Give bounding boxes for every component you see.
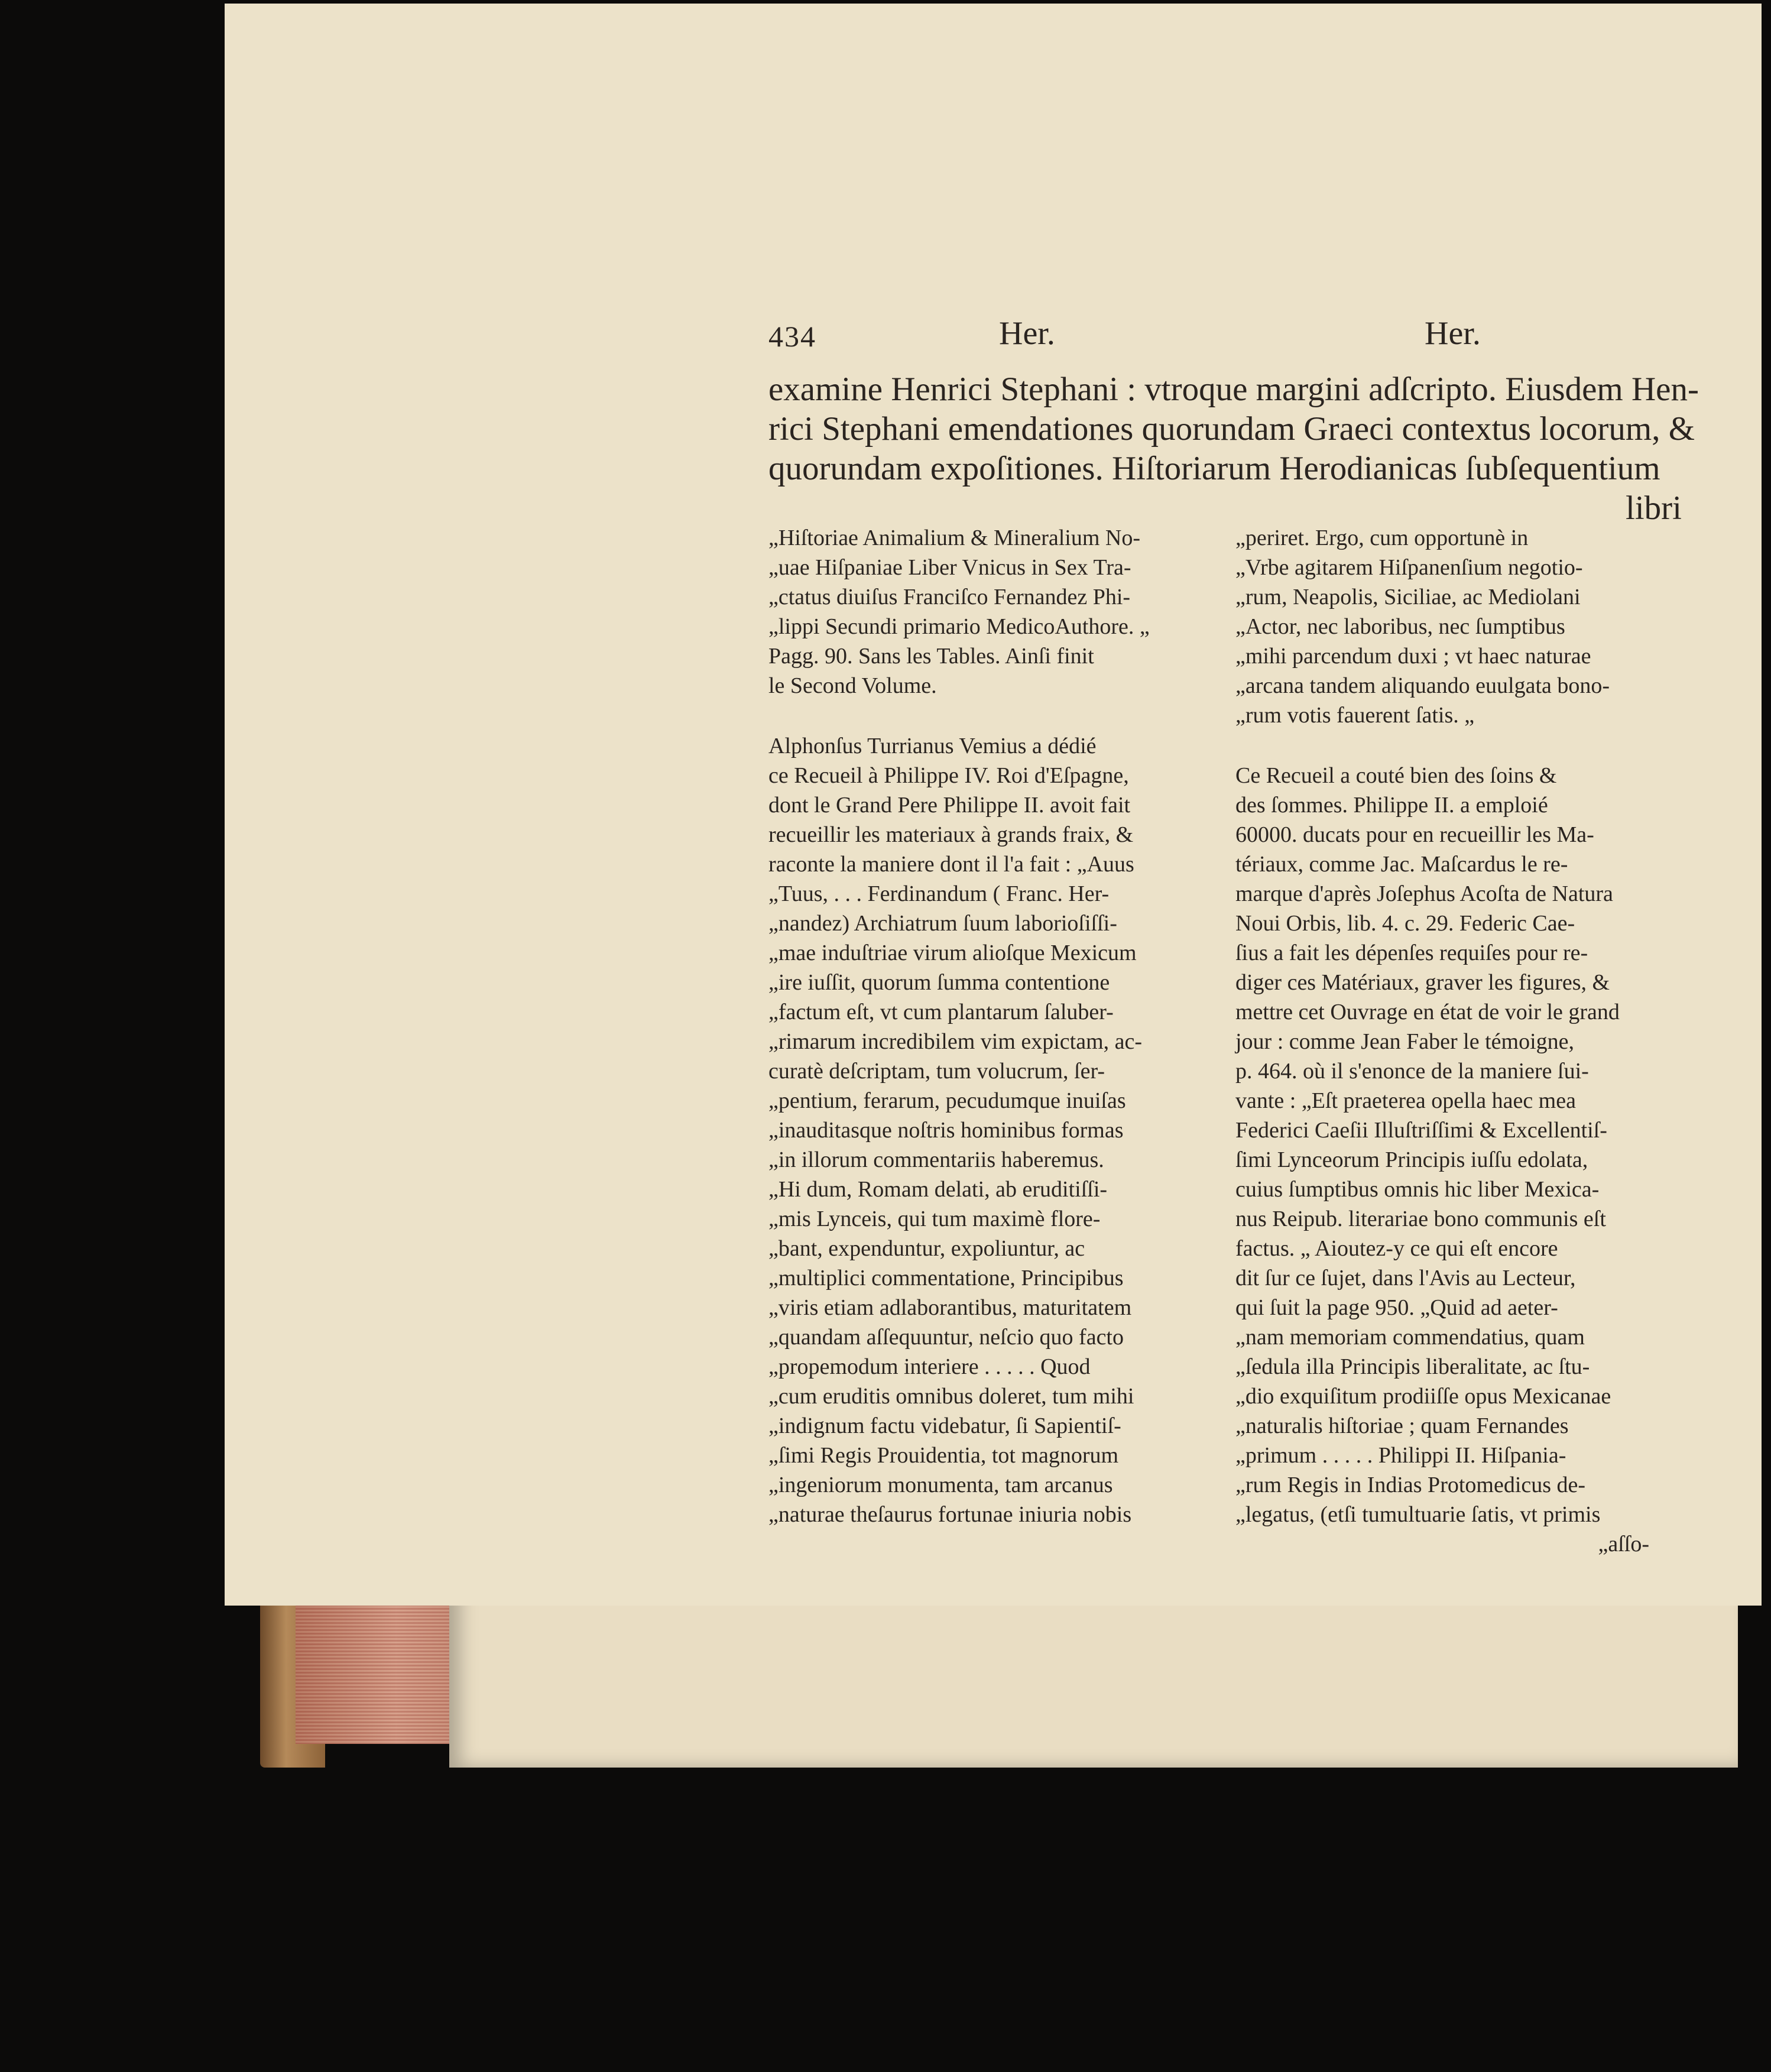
text-line: „mae induſtriae virum alioſque Mexicum xyxy=(768,941,1137,965)
text-line: „primum . . . . . Philippi II. Hiſpania- xyxy=(1235,1443,1566,1468)
text-line: „in illorum commentariis haberemus. xyxy=(768,1147,1104,1172)
running-head-left: Her. xyxy=(999,315,1055,352)
text-line: des ſommes. Philippe II. a emploié xyxy=(1235,793,1548,818)
text-line: „naturalis hiſtoriae ; quam Fernandes xyxy=(1235,1413,1569,1438)
text-line: nus Reipub. literariae bono communis eſt xyxy=(1235,1207,1606,1231)
text-line: cuius ſumptibus omnis hic liber Mexica- xyxy=(1235,1177,1600,1202)
text-line: „dio exquiſitum prodiiſſe opus Mexicanae xyxy=(1235,1384,1611,1409)
text-line: ce Recueil à Philippe IV. Roi d'Eſpagne, xyxy=(768,763,1129,788)
right-paragraph-2 xyxy=(1235,761,1667,1529)
top-paragraph xyxy=(768,369,1699,528)
text-line: Alphonſus Turrianus Vemius a dédié xyxy=(768,734,1097,758)
text-line: Federici Caeſii Illuſtriſſimi & Excellentiſ- xyxy=(1235,1118,1607,1143)
text-line: „ſedula illa Principis liberalitate, ac ſtu- xyxy=(1235,1354,1590,1379)
paragraph-gap xyxy=(768,701,1206,731)
left-column xyxy=(768,523,1206,1529)
text-line: „bant, expenduntur, expoliuntur, ac xyxy=(768,1236,1085,1261)
catchword: „aſſo- xyxy=(1598,1532,1649,1557)
text-line: „nandez) Archiatrum ſuum laborioſiſſi- xyxy=(768,911,1117,936)
text-line: „mis Lynceis, qui tum maximè flore- xyxy=(768,1207,1101,1231)
text-line: „quandam aſſequuntur, neſcio quo facto xyxy=(768,1325,1124,1350)
text-line: „rum Regis in Indias Protomedicus de- xyxy=(1235,1473,1586,1497)
text-line: mettre cet Ouvrage en état de voir le grand xyxy=(1235,1000,1620,1024)
text-line: „multiplici commentatione, Principibus xyxy=(768,1266,1124,1290)
text-line: „rum, Neapolis, Siciliae, ac Mediolani xyxy=(1235,585,1581,609)
text-line: „lippi Secundi primario MedicoAuthore. „ xyxy=(768,614,1150,639)
text-line: „propemodum interiere . . . . . Quod xyxy=(768,1354,1091,1379)
text-line: „Vrbe agitarem Hiſpanenſium negotio- xyxy=(1235,555,1583,580)
text-line: recueillir les materiaux à grands fraix, & xyxy=(768,822,1134,847)
text-line: „inauditasque noſtris hominibus formas xyxy=(768,1118,1124,1143)
text-line: „ſimi Regis Prouidentia, tot magnorum xyxy=(768,1443,1119,1468)
text-line: ſius a fait les dépenſes requiſes pour re- xyxy=(1235,941,1588,965)
text-line: factus. „ Aioutez-y ce qui eſt encore xyxy=(1235,1236,1558,1261)
text-line: „Tuus, . . . Ferdinandum ( Franc. Her- xyxy=(768,881,1110,906)
running-head-right: Her. xyxy=(1425,315,1481,352)
text-line: Noui Orbis, lib. 4. c. 29. Federic Cae- xyxy=(1235,911,1575,936)
text-line: Ce Recueil a couté bien des ſoins & xyxy=(1235,763,1557,788)
text-line: raconte la maniere dont il l'a fait : „Auus xyxy=(768,852,1134,877)
right-column xyxy=(1235,523,1667,1559)
text-line: „naturae theſaurus fortunae iniuria nobis xyxy=(768,1502,1132,1527)
text-line: „Actor, nec laboribus, nec ſumptibus xyxy=(1235,614,1565,639)
text-line: „arcana tandem aliquando euulgata bono- xyxy=(1235,673,1610,698)
top-line: quorundam expoſitiones. Hiſtoriarum Herodianicas ſubſequentium xyxy=(768,450,1660,487)
text-line: tériaux, comme Jac. Maſcardus le re- xyxy=(1235,852,1568,877)
text-line: „Hi dum, Romam delati, ab eruditiſſi- xyxy=(768,1177,1108,1202)
page-number: 434 xyxy=(768,320,816,353)
text-line: „uae Hiſpaniae Liber Vnicus in Sex Tra- xyxy=(768,555,1131,580)
text-line: Pagg. 90. Sans les Tables. Ainſi finit xyxy=(768,644,1094,669)
text-line: vante : „Eſt praeterea opella haec mea xyxy=(1235,1088,1576,1113)
text-line: „periret. Ergo, cum opportunè in xyxy=(1235,526,1529,550)
text-line: qui ſuit la page 950. „Quid ad aeter- xyxy=(1235,1295,1558,1320)
top-line: examine Henrici Stephani : vtroque margini adſcripto. Eiusdem Hen- xyxy=(768,371,1699,408)
paragraph-gap xyxy=(1235,730,1667,761)
text-line: „cum eruditis omnibus doleret, tum mihi xyxy=(768,1384,1134,1409)
text-line: ſimi Lynceorum Principis iuſſu edolata, xyxy=(1235,1147,1588,1172)
left-paragraph-1 xyxy=(768,523,1206,701)
text-line: „ctatus diuiſus Franciſco Fernandez Phi- xyxy=(768,585,1131,609)
text-line: marque d'après Joſephus Acoſta de Natura xyxy=(1235,881,1613,906)
text-line: dont le Grand Pere Philippe II. avoit fait xyxy=(768,793,1131,818)
right-paragraph-1 xyxy=(1235,523,1667,730)
text-line: „factum eſt, vt cum plantarum ſaluber- xyxy=(768,1000,1114,1024)
text-line: diger ces Matériaux, graver les figures, & xyxy=(1235,970,1610,995)
top-line: rici Stephani emendationes quorundam Graeci contextus locorum, & xyxy=(768,410,1695,448)
text-line: „Hiſtoriae Animalium & Mineralium No- xyxy=(768,526,1140,550)
text-line: jour : comme Jean Faber le témoigne, xyxy=(1235,1029,1574,1054)
text-line: 60000. ducats pour en recueillir les Ma- xyxy=(1235,822,1594,847)
top-line: libri xyxy=(1626,489,1682,527)
text-line: „rimarum incredibilem vim expictam, ac- xyxy=(768,1029,1143,1054)
text-line: le Second Volume. xyxy=(768,673,937,698)
text-line: „rum votis fauerent ſatis. „ xyxy=(1235,703,1475,728)
text-line: „viris etiam adlaborantibus, maturitatem xyxy=(768,1295,1132,1320)
text-line: „ingeniorum monumenta, tam arcanus xyxy=(768,1473,1113,1497)
text-line: „legatus, (etſi tumultuarie ſatis, vt primis xyxy=(1235,1502,1601,1527)
text-line: „pentium, ferarum, pecudumque inuiſas xyxy=(768,1088,1126,1113)
left-paragraph-2 xyxy=(768,731,1206,1529)
text-line: „indignum factu videbatur, ſi Sapientiſ- xyxy=(768,1413,1121,1438)
text-line: p. 464. où il s'enonce de la maniere ſui- xyxy=(1235,1059,1589,1084)
text-line: dit ſur ce ſujet, dans l'Avis au Lecteur, xyxy=(1235,1266,1576,1290)
text-line: „mihi parcendum duxi ; vt haec naturae xyxy=(1235,644,1591,669)
text-line: „ire iuſſit, quorum ſumma contentione xyxy=(768,970,1110,995)
text-line: „nam memoriam commendatius, quam xyxy=(1235,1325,1585,1350)
text-line: curatè deſcriptam, tum volucrum, ſer- xyxy=(768,1059,1105,1084)
